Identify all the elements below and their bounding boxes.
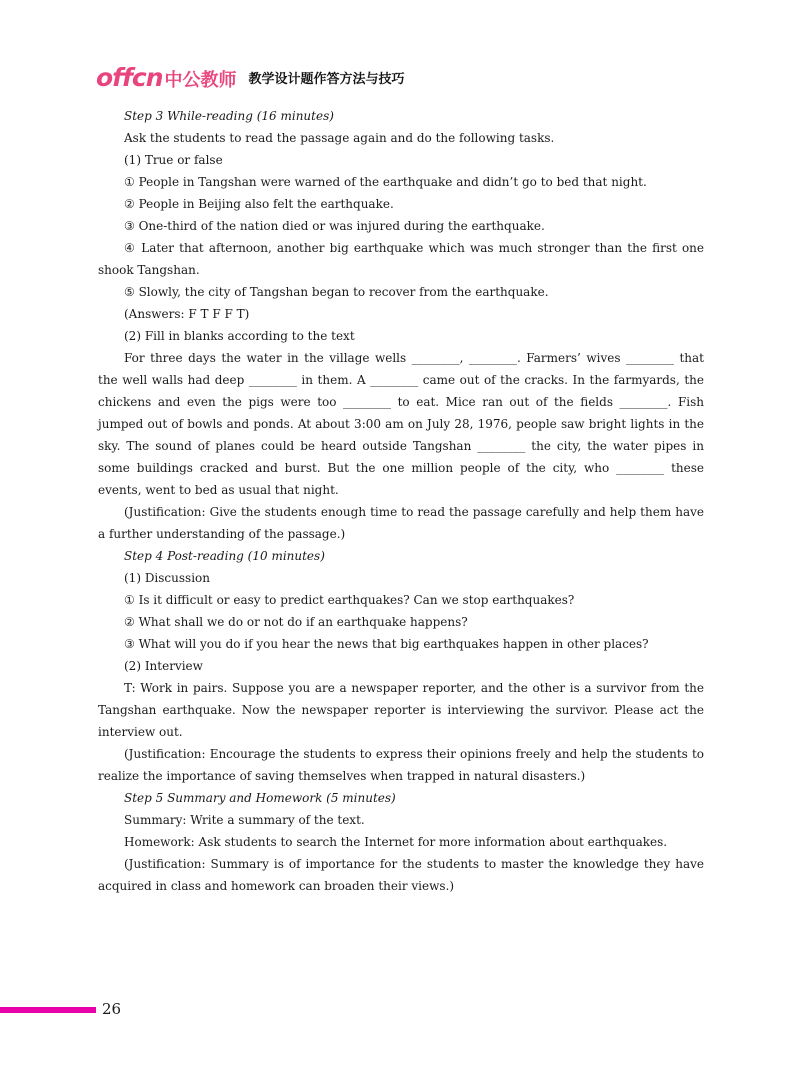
- justification-3: (Justification: Summary is of importance for the students to master the knowledge they have acquired in class and homework can broaden their views.): [98, 857, 704, 893]
- step3-heading: Step 3 While-reading (16 minutes): [124, 109, 334, 123]
- step3-intro: Ask the students to read the passage again and do the following tasks.: [124, 131, 555, 145]
- true-false-item-1: ① People in Tangshan were warned of the earthquake and didn’t go to bed that night.: [124, 175, 647, 189]
- discussion-heading: (1) Discussion: [124, 571, 210, 585]
- document-body: [98, 105, 704, 897]
- logo-latin-text: offcn: [96, 62, 163, 92]
- true-false-item-4: ④ Later that afternoon, another big earthquake which was much stronger than the first one shook Tangshan.: [98, 241, 704, 277]
- discussion-item-2: ② What shall we do or not do if an earthquake happens?: [124, 615, 468, 629]
- discussion-item-1: ① Is it difficult or easy to predict earthquakes? Can we stop earthquakes?: [124, 593, 575, 607]
- true-false-item-5: ⑤ Slowly, the city of Tangshan began to recover from the earthquake.: [124, 285, 549, 299]
- interview-text: T: Work in pairs. Suppose you are a newspaper reporter, and the other is a survivor from the Tangshan earthquake. Now the newspaper reporter is interviewing the survivor. Please act the interview out.: [98, 681, 704, 739]
- step4-heading: Step 4 Post-reading (10 minutes): [124, 549, 325, 563]
- true-false-item-3: ③ One-third of the nation died or was injured during the earthquake.: [124, 219, 545, 233]
- fill-blanks-passage: For three days the water in the village wells ________, ________. Farmers’ wives ________ that the well walls had deep ________ in them. A ________ came out of the cracks. In the farmyards, the chickens and even the pigs were too ________ to eat. Mice ran out of the fields ________. Fish jumped out of bowls and ponds. At about 3:00 am on July 28, 1976, people saw bright lights in the sky. The sound of planes could be heard outside Tangshan ________ the city, the water pipes in some buildings cracked and burst. But the one million people of the city, who ________ these events, went to bed as usual that night.: [98, 351, 704, 497]
- true-false-heading: (1) True or false: [124, 153, 223, 167]
- fill-blanks-heading: (2) Fill in blanks according to the text: [124, 329, 355, 343]
- interview-heading: (2) Interview: [124, 659, 203, 673]
- page-header: [96, 62, 405, 92]
- page-number: 26: [102, 1000, 122, 1018]
- justification-1: (Justification: Give the students enough time to read the passage carefully and help them have a further understanding of the passage.): [98, 505, 704, 541]
- step5-heading: Step 5 Summary and Homework (5 minutes): [124, 791, 396, 805]
- header-title: 教学设计题作答方法与技巧: [248, 71, 405, 87]
- offcn-logo: [96, 63, 237, 92]
- justification-2: (Justification: Encourage the students to express their opinions freely and help the students to realize the importance of saving themselves when trapped in natural disasters.): [98, 747, 704, 783]
- homework-text: Homework: Ask students to search the Internet for more information about earthquakes.: [124, 835, 668, 849]
- discussion-item-3: ③ What will you do if you hear the news that big earthquakes happen in other places?: [124, 637, 649, 651]
- footer-accent-bar: [0, 1007, 96, 1013]
- summary-text: Summary: Write a summary of the text.: [124, 813, 365, 827]
- true-false-item-2: ② People in Beijing also felt the earthquake.: [124, 197, 394, 211]
- logo-chinese-text: 中公教师: [164, 69, 237, 91]
- answers: (Answers: F T F F T): [124, 307, 250, 321]
